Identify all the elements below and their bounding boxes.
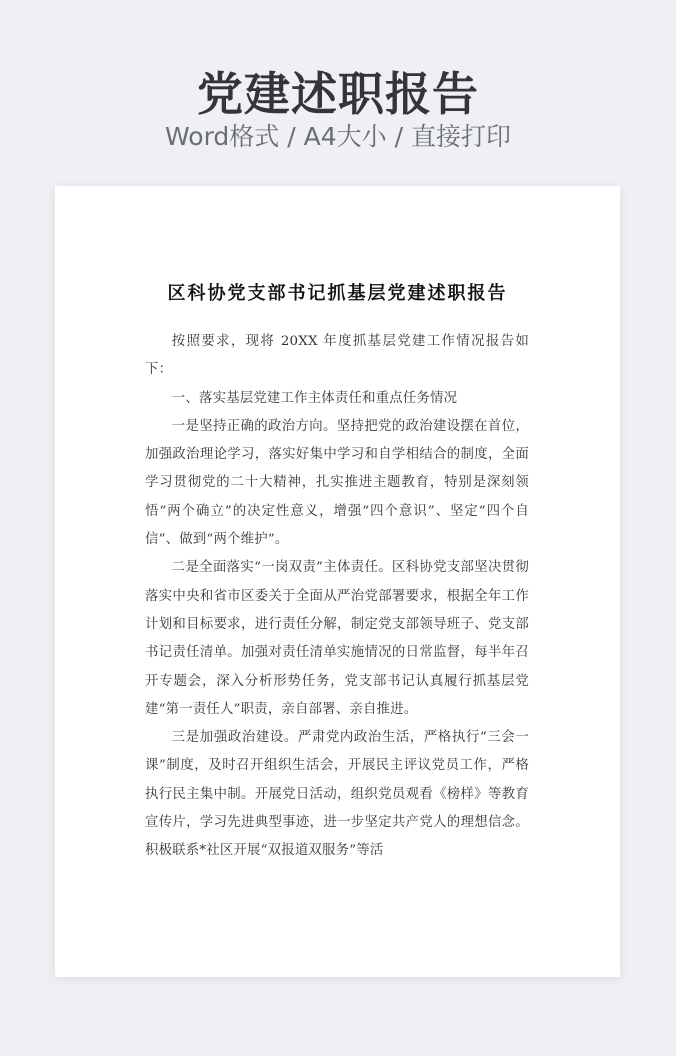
paragraph-point-3: 三是加强政治建设。严肃党内政治生活，严格执行“三会一课”制度，及时召开组织生活会，开展民主评议党员工作，严格执行民主集中制。开展党日活动，组织党员观看《榜样》等教育宣传片，学习先进典型事迹，进一步坚定共产党人的理想信念。积极联系*社区开展“双报道双服务”等活	[145, 730, 529, 859]
banner-title: 党建述职报告	[197, 67, 479, 121]
paragraph-intro: 按照要求，现将 20XX 年度抓基层党建工作情况报告如下：	[145, 334, 529, 378]
document-title: 区科协党支部书记抓基层党建述职报告	[167, 283, 508, 304]
document-page	[55, 186, 620, 977]
paragraph-point-2: 二是全面落实“一岗双责”主体责任。区科协党支部坚决贯彻落实中央和省市区委关于全面从严治党部署要求，根据全年工作计划和目标要求，进行责任分解，制定党支部领导班子、党支部书记责任清单。加强对责任清单实施情况的日常监督，每半年召开专题会，深入分析形势任务，党支部书记认真履行抓基层党建“第一责任人”职责，亲自部署、亲自推进。	[145, 560, 529, 717]
paragraph-section-heading: 一、落实基层党建工作主体责任和重点任务情况	[171, 390, 458, 406]
paragraph-point-1: 一是坚持正确的政治方向。坚持把党的政治建设摆在首位，加强政治理论学习，落实好集中学习和自学相结合的制度，全面学习贯彻党的二十大精神，扎实推进主题教育，特别是深刻领悟“两个确立”的决定性意义，增强“四个意识”、坚定“四个自信”、做到“两个维护”。	[145, 418, 529, 548]
banner-subtitle: Word格式 / A4大小 / 直接打印	[165, 122, 511, 151]
document-body	[145, 328, 529, 866]
